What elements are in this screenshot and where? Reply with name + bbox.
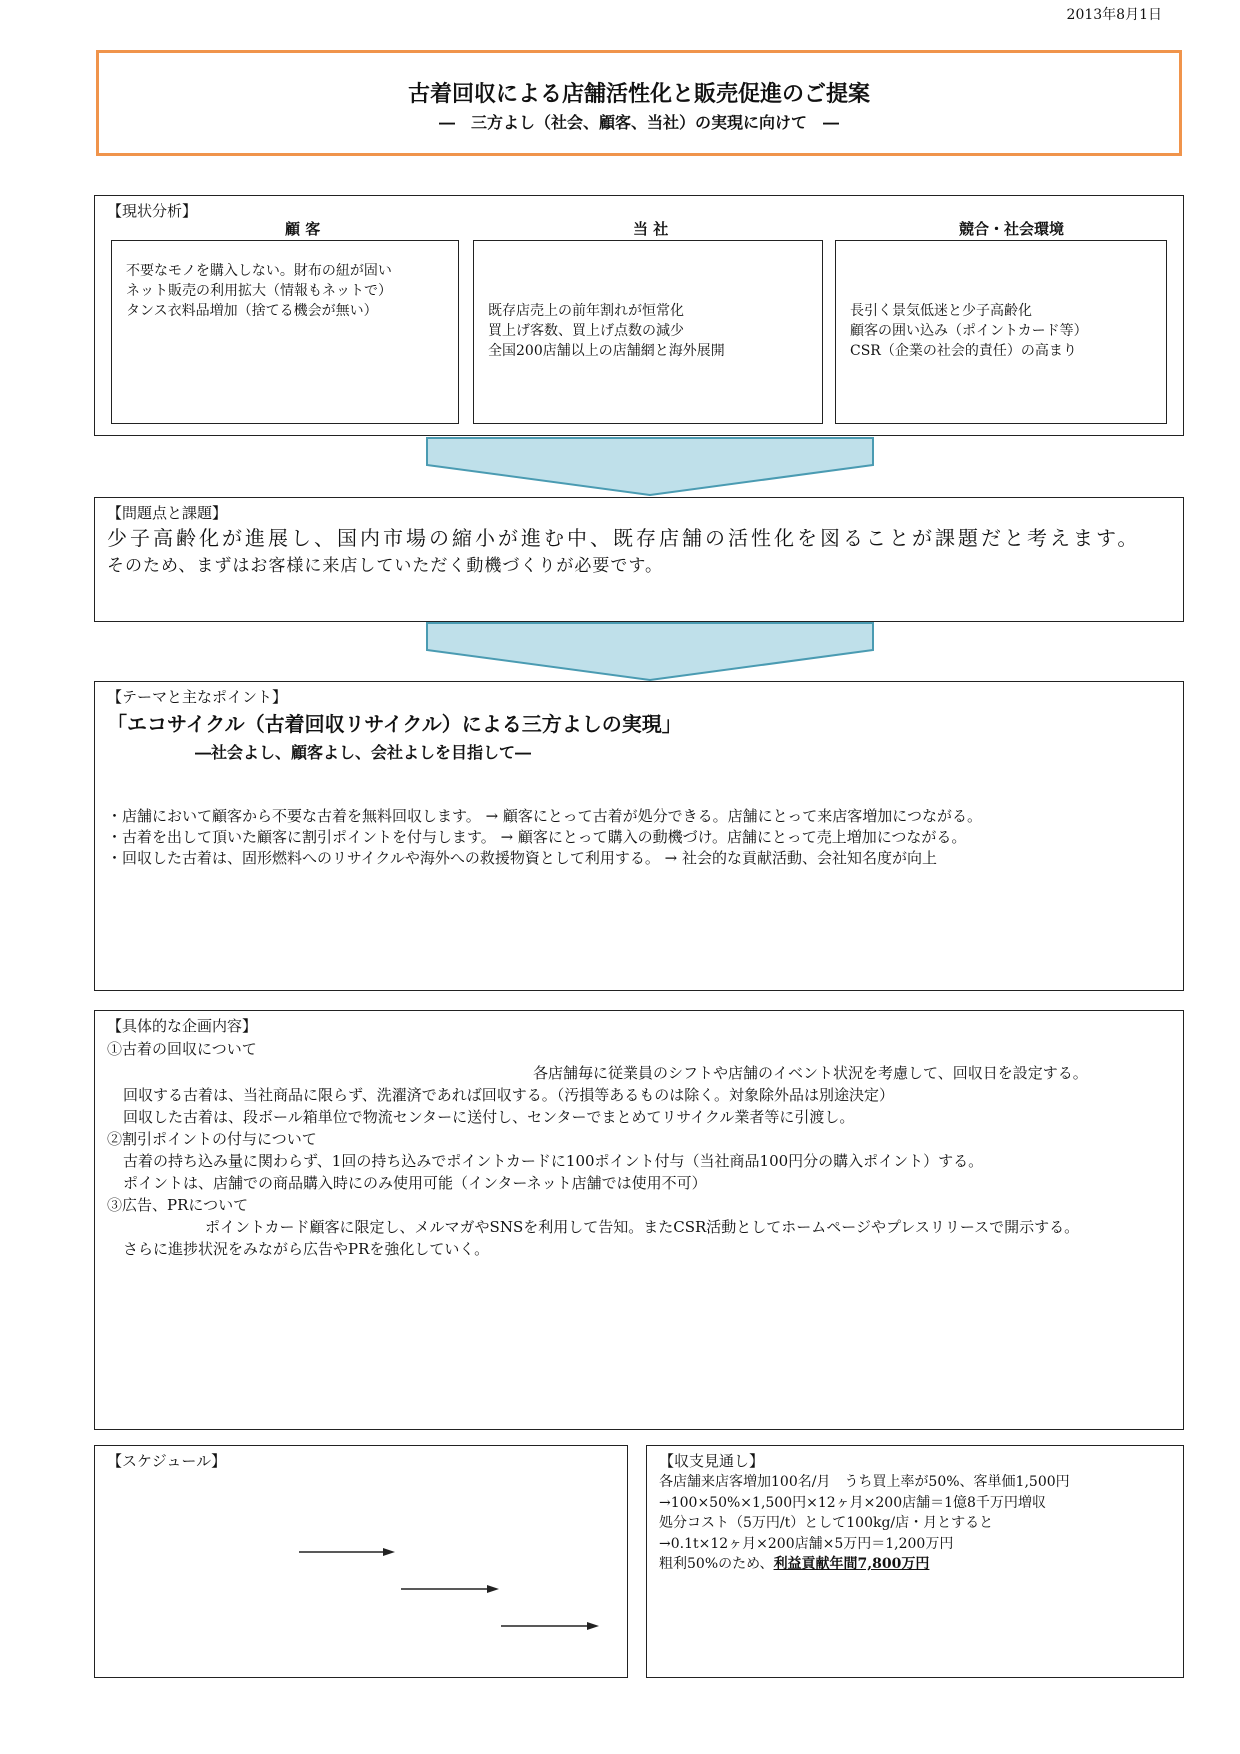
budget-profit-highlight: 利益貢献年間7,800万円 [773,1556,930,1572]
plan-s2-line: 古着の持ち込み量に関わらず、1回の持ち込みでポイントカードに100ポイント付与（当社商品100円分の購入ポイント）する。 [123,1152,984,1170]
plan-s1-line: 各店舗毎に従業員のシフトや店舗のイベント状況を考慮して、回収日を設定する。 [533,1064,1088,1082]
budget-line: →0.1t×12ヶ月×200店舗×5万円＝1,200万円 [659,1535,954,1552]
plan-s3-line: ポイントカード顧客に限定し、メルマガやSNSを利用して告知。またCSR活動としてホームページやプレスリリースで開示する。 [205,1218,1080,1236]
theme-label: 【テーマと主なポイント】 [107,688,288,706]
competition-column [835,240,1167,424]
problem-text-2: そのため、まずはお客様に来店していただく動機づくりが必要です。 [107,556,663,576]
budget-summary-prefix: 粗利50%のため、 [659,1556,774,1572]
problem-text-1: 少子高齢化が進展し、国内市場の縮小が進む中、既存店舗の活性化を図ることが課題だと考えます。 [107,526,1141,550]
theme-point: ・回収した古着は、固形燃料へのリサイクルや海外への救援物資として利用する。 → 社会的な貢献活動、会社知名度が向上 [107,849,938,867]
competition-line: 顧客の囲い込み（ポイントカード等） [850,323,1088,339]
budget-line: 処分コスト（5万円/t）として100kg/店・月とすると [659,1515,994,1531]
plan-s2-line: ポイントは、店舗での商品購入時にのみ使用可能（インターネット店舗では使用不可） [123,1174,707,1192]
plan-s3-title: ③広告、PRについて [107,1196,249,1214]
competition-line: CSR（企業の社会的責任）の高まり [850,343,1077,359]
plan-label: 【具体的な企画内容】 [107,1017,258,1035]
document-date: 2013年8月1日 [1066,7,1162,23]
customer-line: ネット販売の利用拡大（情報もネットで） [126,283,392,299]
company-column [473,240,823,424]
budget-summary [659,1554,1070,1575]
page-subtitle: ― 三方よし（社会、顧客、当社）の実現に向けて ― [438,113,839,132]
competition-heading: 競合・社会環境 [935,218,1088,241]
schedule-label: 【スケジュール】 [107,1452,227,1470]
budget-line: →100×50%×1,500円×12ヶ月×200店舗＝1億8千万円増収 [659,1494,1046,1511]
schedule-timeline [95,1446,629,1679]
plan-s1-line: 回収する古着は、当社商品に限らず、洗濯済であれば回収する。（汚損等あるものは除く。対象除外品は別途決定） [123,1086,895,1104]
budget-section [646,1445,1184,1678]
theme-subline: ―社会よし、顧客よし、会社よしを目指して― [195,743,532,762]
down-arrow-icon [426,622,874,682]
title-box [96,50,1182,156]
company-heading: 当 社 [609,218,692,241]
budget-label: 【収支見通し】 [659,1452,765,1470]
schedule-section [94,1445,628,1678]
plan-s1-line: 回収した古着は、段ボール箱単位で物流センターに送付し、センターでまとめてリサイクル業者等に引渡し。 [123,1108,855,1126]
theme-headline: 「エコサイクル（古着回収リサイクル）による三方よしの実現」 [107,712,682,736]
competition-line: 長引く景気低迷と少子高齢化 [850,303,1032,319]
page-title: 古着回収による店舗活性化と販売促進のご提案 [407,81,870,107]
analysis-label: 【現状分析】 [107,202,198,220]
plan-s3-line: さらに進捗状況をみながら広告やPRを強化していく。 [123,1240,490,1258]
company-line: 買上げ客数、買上げ点数の減少 [488,323,684,339]
plan-section [94,1010,1184,1430]
customer-line: 不要なモノを購入しない。財布の紐が固い [126,263,392,279]
problem-section [94,497,1184,622]
down-arrow-icon [426,437,874,497]
plan-s2-title: ②割引ポイントの付与について [107,1130,317,1148]
customer-column [111,240,459,424]
customer-heading: 顧 客 [261,218,344,241]
plan-s1-title: ①古着の回収について [107,1040,257,1058]
theme-point: ・古着を出して頂いた顧客に割引ポイントを付与します。 → 顧客にとって購入の動機づけ。店舗にとって売上増加につながる。 [107,828,967,846]
analysis-section [94,195,1184,436]
theme-point: ・店舗において顧客から不要な古着を無料回収します。 → 顧客にとって古着が処分できる。店舗にとって来店客増加につながる。 [107,807,983,825]
budget-line: 各店舗来店客増加100名/月 うち買上率が50%、客単価1,500円 [659,1474,1070,1490]
company-line: 既存店売上の前年割れが恒常化 [488,303,684,319]
customer-line: タンス衣料品増加（捨てる機会が無い） [126,303,378,319]
problem-label: 【問題点と課題】 [107,504,228,522]
theme-section [94,681,1184,991]
company-line: 全国200店舗以上の店舗網と海外展開 [488,343,725,359]
